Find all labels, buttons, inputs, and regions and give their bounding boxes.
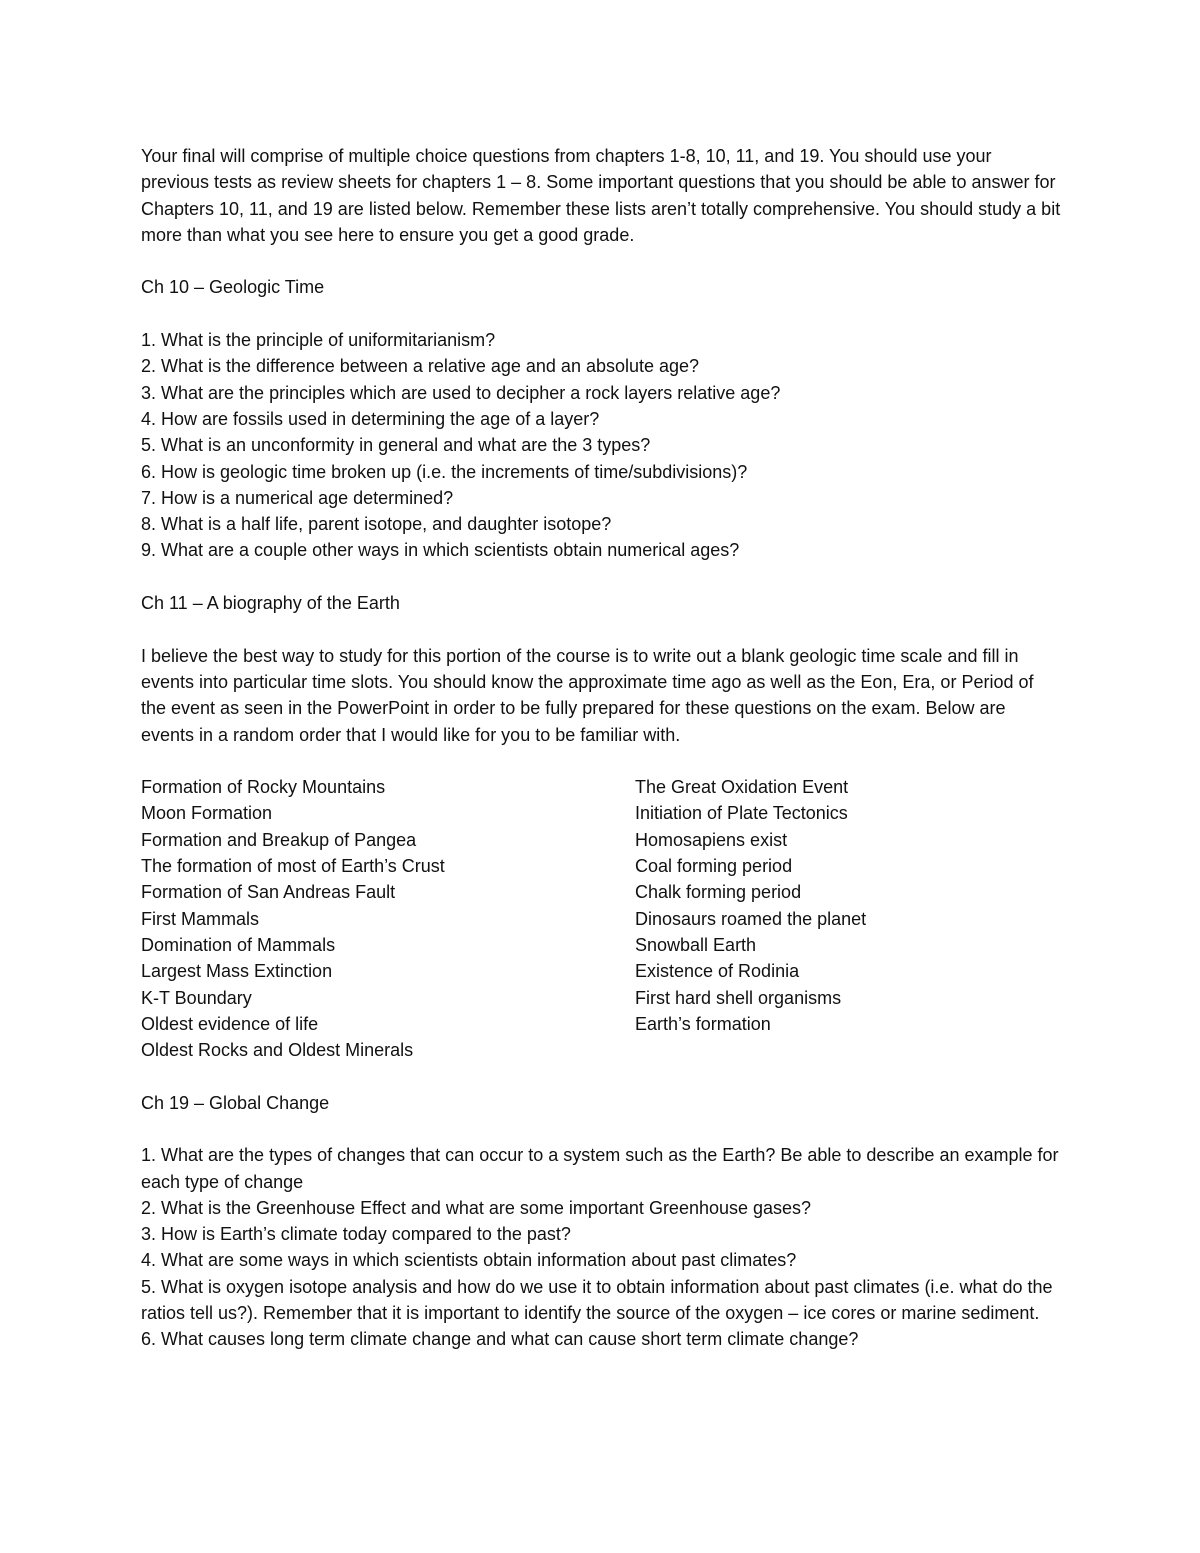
event-item: Initiation of Plate Tectonics [635, 803, 848, 824]
event-item: First Mammals [141, 908, 259, 929]
ch10-question: 5. What is an unconformity in general and what are the 3 types? [141, 435, 651, 456]
ch10-question: 7. How is a numerical age determined? [141, 487, 454, 508]
event-item: Earth’s formation [635, 1013, 771, 1034]
event-item: Formation of San Andreas Fault [141, 882, 396, 903]
ch10-question-list [141, 327, 1061, 564]
event-item: Formation and Breakup of Pangea [141, 829, 417, 850]
event-item: Oldest Rocks and Oldest Minerals [141, 1040, 414, 1061]
events-left-column [141, 774, 635, 1063]
events-right-column [635, 774, 1055, 1063]
intro-paragraph: Your final will comprise of multiple choice questions from chapters 1-8, 10, 11, and 19. You should use your previous tests as review sheets for chapters 1 – 8. Some important questions that you should be able to answer for Chapters 10, 11, and 19 are listed below. Remember these lists aren’t totally comprehensive. You should study a bit more than what you see here to ensure you get a good grade. [141, 146, 1061, 245]
event-item: K-T Boundary [141, 987, 252, 1008]
ch10-question: 9. What are a couple other ways in which scientists obtain numerical ages? [141, 540, 740, 561]
event-item: Homosapiens exist [635, 829, 788, 850]
ch19-question: 2. What is the Greenhouse Effect and what are some important Greenhouse gases? [141, 1197, 812, 1218]
ch19-question: 5. What is oxygen isotope analysis and how do we use it to obtain information about past climates (i.e. what do the ratios tell us?). Remember that it is important to identify the source of the oxygen – ice cores or marine sediment. [141, 1276, 1053, 1324]
ch10-question: 8. What is a half life, parent isotope, and daughter isotope? [141, 514, 612, 535]
event-item: Coal forming period [635, 856, 793, 877]
event-item: Chalk forming period [635, 882, 802, 903]
ch11-paragraph: I believe the best way to study for this portion of the course is to write out a blank geologic time scale and fill in events into particular time slots. You should know the approximate time ago as well as the Eon, Era, or Period of the event as seen in the PowerPoint in order to be fully prepared for these questions on the exam. Below are events in a random order that I would like for you to be familiar with. [141, 645, 1034, 745]
ch10-question: 2. What is the difference between a relative age and an absolute age? [141, 356, 700, 377]
event-item: The Great Oxidation Event [635, 777, 849, 798]
ch19-question: 4. What are some ways in which scientists obtain information about past climates? [141, 1250, 797, 1271]
event-item: Snowball Earth [635, 934, 757, 955]
event-item: Existence of Rodinia [635, 961, 800, 982]
document-page [141, 143, 1061, 1379]
ch11-event-columns [141, 774, 1061, 1063]
event-item: Oldest evidence of life [141, 1013, 319, 1034]
ch19-question: 1. What are the types of changes that can occur to a system such as the Earth? Be able to describe an example for each type of change [141, 1145, 1059, 1192]
ch19-question-list [141, 1142, 1061, 1352]
event-item: Largest Mass Extinction [141, 961, 333, 982]
ch10-question: 4. How are fossils used in determining the age of a layer? [141, 408, 600, 429]
ch10-heading: Ch 10 – Geologic Time [141, 277, 325, 298]
ch19-question: 6. What causes long term climate change and what can cause short term climate change? [141, 1329, 859, 1350]
event-item: Moon Formation [141, 803, 273, 824]
ch10-question: 1. What is the principle of uniformitarianism? [141, 330, 496, 351]
ch19-question: 3. How is Earth’s climate today compared to the past? [141, 1224, 571, 1245]
event-item: Domination of Mammals [141, 934, 336, 955]
event-item: Formation of Rocky Mountains [141, 777, 386, 798]
ch19-heading: Ch 19 – Global Change [141, 1092, 330, 1113]
event-item: The formation of most of Earth’s Crust [141, 856, 445, 877]
event-item: Dinosaurs roamed the planet [635, 908, 867, 929]
ch11-heading: Ch 11 – A biography of the Earth [141, 593, 400, 614]
ch10-question: 3. What are the principles which are used to decipher a rock layers relative age? [141, 382, 781, 403]
ch10-question: 6. How is geologic time broken up (i.e. the increments of time/subdivisions)? [141, 461, 748, 482]
event-item: First hard shell organisms [635, 987, 842, 1008]
